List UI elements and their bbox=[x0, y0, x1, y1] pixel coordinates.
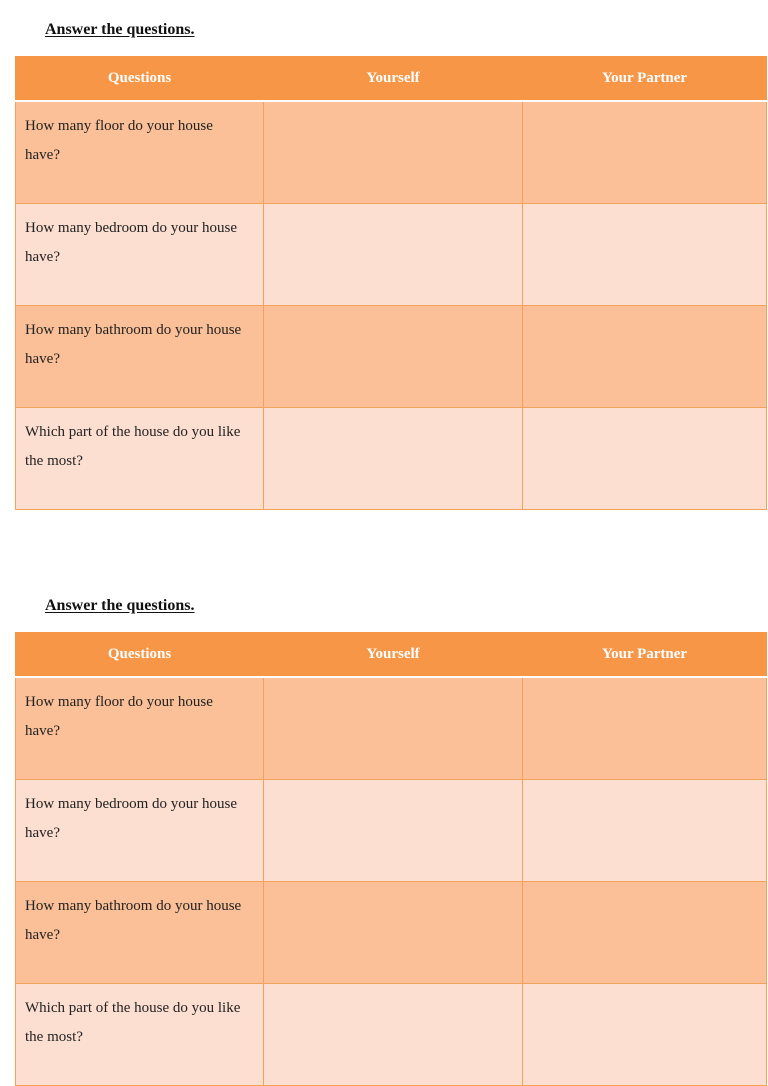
partner-answer-cell[interactable] bbox=[523, 408, 767, 510]
table-header-row bbox=[16, 632, 767, 677]
question-cell bbox=[16, 882, 264, 984]
partner-answer-cell[interactable] bbox=[523, 306, 767, 408]
table-row bbox=[16, 780, 767, 882]
column-header-yourself: Yourself bbox=[264, 632, 523, 677]
table-row bbox=[16, 408, 767, 510]
question-cell bbox=[16, 677, 264, 780]
partner-answer-cell[interactable] bbox=[523, 780, 767, 882]
table-header-row bbox=[16, 56, 767, 101]
question-text: How many bathroom do your house have? bbox=[25, 322, 242, 367]
partner-answer-cell[interactable] bbox=[523, 677, 767, 780]
yourself-answer-cell[interactable] bbox=[264, 882, 523, 984]
yourself-answer-cell[interactable] bbox=[264, 984, 523, 1086]
table-row bbox=[16, 984, 767, 1086]
question-cell bbox=[16, 408, 264, 510]
question-text: How many bedroom do your house have? bbox=[25, 220, 238, 265]
yourself-answer-cell[interactable] bbox=[264, 204, 523, 306]
question-cell bbox=[16, 204, 264, 306]
partner-answer-cell[interactable] bbox=[523, 882, 767, 984]
section-heading: Answer the questions. bbox=[45, 21, 195, 38]
table-row bbox=[16, 306, 767, 408]
questions-table bbox=[15, 632, 767, 1086]
question-text: Which part of the house do you like the most? bbox=[25, 424, 241, 469]
yourself-answer-cell[interactable] bbox=[264, 780, 523, 882]
question-cell bbox=[16, 984, 264, 1086]
table-row bbox=[16, 204, 767, 306]
yourself-answer-cell[interactable] bbox=[264, 306, 523, 408]
yourself-answer-cell[interactable] bbox=[264, 677, 523, 780]
questions-table bbox=[15, 56, 767, 510]
column-header-questions: Questions bbox=[16, 632, 264, 677]
question-text: How many bathroom do your house have? bbox=[25, 898, 242, 943]
table-row bbox=[16, 882, 767, 984]
column-header-partner: Your Partner bbox=[523, 632, 767, 677]
yourself-answer-cell[interactable] bbox=[264, 101, 523, 204]
table-row bbox=[16, 677, 767, 780]
column-header-questions: Questions bbox=[16, 56, 264, 101]
column-header-partner: Your Partner bbox=[523, 56, 767, 101]
partner-answer-cell[interactable] bbox=[523, 984, 767, 1086]
column-header-yourself: Yourself bbox=[264, 56, 523, 101]
question-text: How many bedroom do your house have? bbox=[25, 796, 238, 841]
partner-answer-cell[interactable] bbox=[523, 101, 767, 204]
partner-answer-cell[interactable] bbox=[523, 204, 767, 306]
question-text: Which part of the house do you like the most? bbox=[25, 1000, 241, 1045]
question-text: How many floor do your house have? bbox=[25, 118, 213, 163]
section-heading: Answer the questions. bbox=[45, 597, 195, 614]
yourself-answer-cell[interactable] bbox=[264, 408, 523, 510]
question-text: How many floor do your house have? bbox=[25, 694, 213, 739]
table-row bbox=[16, 101, 767, 204]
question-cell bbox=[16, 780, 264, 882]
question-cell bbox=[16, 306, 264, 408]
question-cell bbox=[16, 101, 264, 204]
